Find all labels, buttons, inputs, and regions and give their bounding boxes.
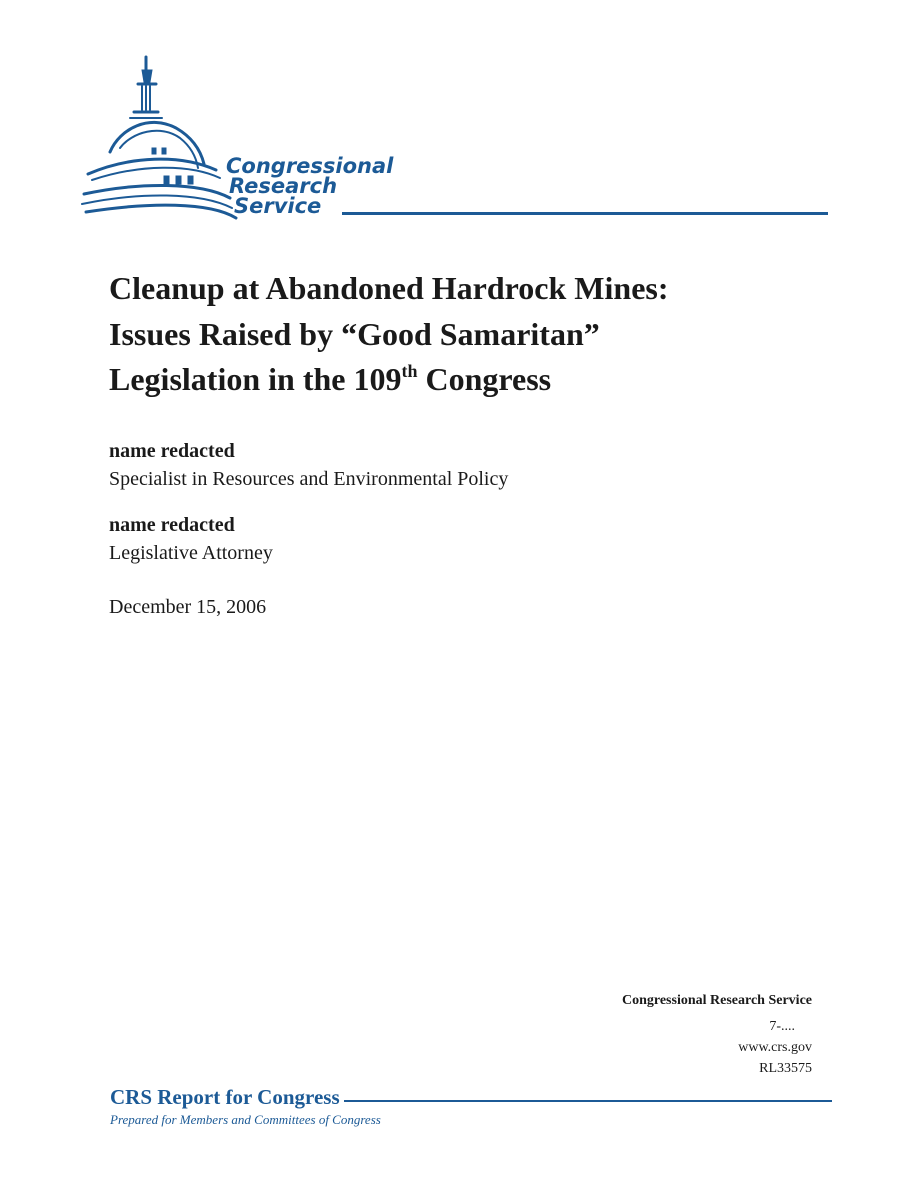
crs-logo-wordmark (226, 156, 393, 216)
title-line-3-suffix: Congress (417, 361, 552, 397)
logo-line-3: Service (234, 194, 322, 218)
logo-rule (342, 212, 828, 215)
author-name: name redacted (109, 440, 235, 462)
title-line-3-prefix: Legislation in the 109 (109, 361, 402, 397)
author-name: name redacted (109, 514, 235, 536)
footer-report-label: CRS Report for Congress (110, 1085, 344, 1110)
report-number: RL33575 (759, 1061, 812, 1076)
title-line-3 (109, 357, 669, 403)
footer (110, 1085, 832, 1128)
author-role: Legislative Attorney (109, 542, 273, 564)
footer-prepared-line: Prepared for Members and Committees of Congress (110, 1112, 381, 1127)
crs-url[interactable]: www.crs.gov (738, 1040, 812, 1055)
logo-line-1: Congressional (226, 154, 394, 178)
crs-code: 7-.... (769, 1019, 795, 1034)
title-ordinal-sup: th (401, 361, 418, 381)
crs-logo (80, 52, 840, 232)
logo-line-2: Research (229, 174, 338, 198)
crs-name: Congressional Research Service (621, 993, 812, 1008)
author-1 (109, 437, 508, 493)
title-line-1: Cleanup at Abandoned Hardrock Mines: (109, 270, 669, 306)
author-2 (109, 511, 273, 567)
report-title (109, 266, 669, 403)
author-role: Specialist in Resources and Environmental Policy (109, 468, 509, 490)
crs-info-block (622, 990, 812, 1079)
title-line-2: Issues Raised by “Good Samaritan” (109, 315, 600, 352)
report-date: December 15, 2006 (109, 596, 267, 618)
